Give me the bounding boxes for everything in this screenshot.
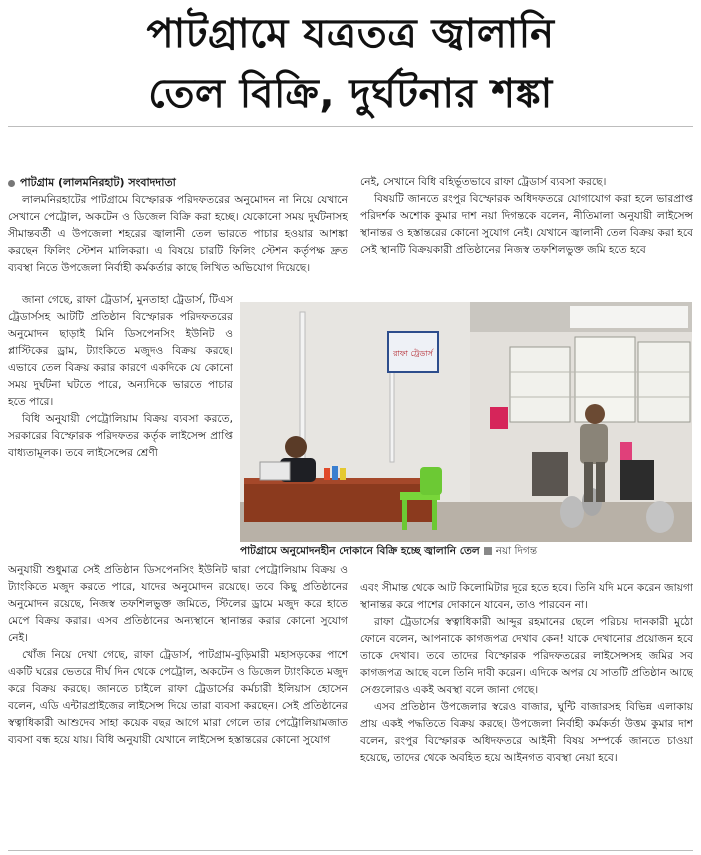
paragraph-2: জানা গেছে, রাফা ট্রেডার্স, মুনতাহা ট্রেডার্স, টিএস ট্রেডার্সসহ আটটি প্রতিষ্ঠান বিস্ফোরক পরিদফতরের অনুমোদন ছাড়াই মিনি ডিসপেনসিং ইউনিট ও প্লাস্টিকের ড্রাম, ট্যাংকিতে মজুদও বিক্রয় করছে। এভাবে তেল বিক্রয় করার কারণে একদিকে যে কোনো সময় দুর্ঘটনা ঘটতে পারে, অন্যদিকে ভারতে পাচার হতে পারে।	[8, 294, 233, 408]
paragraph-8: রাফা ট্রেডার্সের স্বত্বাধিকারী আব্দুর রহমানের ছেলে পরিচয় দানকারী মুঠো ফোনে বলেন, আপনাকে কাগজপত্র দেখাব কেন! যাকে দেখানোর প্রয়োজন হবে তাকে দেখাব। তবে তাদের বিস্ফোরক পরিদফতরের লাইসেন্সসহ জমির সব কাগজপত্র আছে বলে তিনি দাবী করেন। এদিকে অপর যে সাতটি প্রতিষ্ঠান আছে সেগুলোরও একই অবস্থা বলে জানা গেছে।	[360, 616, 693, 696]
paragraph-9: এসব প্রতিষ্ঠান উপজেলার স্বরেও বাজার, ঘুন্টি বাজারসহ বিভিন্ন এলাকায় প্রায় একই পদ্ধতিতে বিক্রয় করছে। উপজেলা নির্বাহী কর্মকর্তা উত্তম কুমার দাশ বলেন, রংপুর বিস্ফোরক অধিদফতরে আইনী বিষয় সম্পর্কে জানতে চাওয়া হয়েছে, তাদের থেকে অবহিত হয়ে আইনগত ব্যবস্থা নেয়া হবে।	[360, 701, 693, 764]
shop-interior-illustration	[240, 302, 692, 542]
headline-line-2: তেল বিক্রি, দুর্ঘটনার শঙ্কা	[148, 71, 553, 117]
article-column-left-bottom	[8, 562, 348, 848]
bullet-icon	[8, 180, 15, 187]
article-column-right-bottom	[360, 580, 693, 848]
caption-text: পাটগ্রামে অনুমোদনহীন দোকানে বিক্রি হচ্ছে জ্বালানি তেল	[240, 545, 480, 557]
paragraph-3a: বিধি অনুযায়ী পেট্রোলিয়াম বিক্রয় ব্যবসা করতে, সরকারের বিস্ফোরক পরিদফতর কর্তৃক লাইসেন্স প্রাপ্তি বাধ্যতামূলক। তবে লাইসেন্সের শ্রেণী	[8, 413, 233, 459]
headline-line-1: পাটগ্রামে যত্রতত্র জ্বালানি	[146, 11, 555, 57]
article-column-right-top	[360, 174, 693, 296]
bottom-divider	[8, 850, 693, 851]
paragraph-4: খোঁজ নিয়ে দেখা গেছে, রাফা ট্রেডার্স, পাটগ্রাম-বুড়িমারী মহাসড়কের পাশে একটি ঘরের ভেতরে দীর্ঘ দিন থেকে পেট্রোল, অকটেন ও ডিজেল ট্যাংকিতে মজুদ করে বিক্রয় করছে। জানতে চাইলে রাফা ট্রেডার্সের কর্মচারী ইলিয়াস হোসেন বলেন, এডি এন্টারপ্রাইজের লাইসেন্স দিয়ে তারা ব্যবসা করছেন। সেই প্রতিষ্ঠানের স্বত্বাধিকারী আশুদেব সাহা কয়েক বছর আগে মারা গেলে তার পেট্রোলিয়ামজাত ব্যবসা বন্ধ হয়ে যায়। বিধি অনুযায়ী যেখানে লাইসেন্স হস্তান্তরের কোনো সুযোগ	[8, 649, 348, 746]
paragraph-6: বিষয়টি জানতে রংপুর বিস্ফোরক অধিদফতরে যোগাযোগ করা হলে ভারপ্রাপ্ত পরিদর্শক অশোক কুমার দাশ নয়া দিগন্তকে বলেন, নীতিমালা অনুযায়ী লাইসেন্স স্থানান্তর ও হস্তান্তরের কোনো সুযোগ নেই। যেখানে জ্বালানী তেল বিক্রয় করা হবে সেই স্থানটি বিক্রয়কারী প্রতিষ্ঠানের নিজস্ব তফশিলভুক্ত জমি হতে হবে	[360, 193, 693, 256]
paragraph-3b: অনুযায়ী শুধুমাত্র সেই প্রতিষ্ঠান ডিসপেনসিং ইউনিট দ্বারা পেট্রোলিয়াম বিক্রয় ও ট্যাংকিতে মজুদ করতে পারে, যাদের অনুমোদন রয়েছে। তবে কিছু প্রতিষ্ঠানের অনুমোদন রয়েছে, নিজস্ব তফশিলভুক্ত জমিতে, স্টিলের ড্রামে মজুদ করে হাতে মেপে বিক্রয় করার। এসব প্রতিষ্ঠানের অন্যস্থানে স্থানান্তর করার কোনো সুযোগ নেই।	[8, 564, 348, 644]
article-column-left-top	[8, 174, 348, 299]
photo-caption	[240, 544, 692, 559]
headline	[8, 4, 693, 124]
paragraph-5: নেই, সেখানে বিধি বহির্ভূতভাবে রাফা ট্রেডার্স ব্যবসা করছে।	[360, 176, 607, 188]
news-photo	[240, 302, 692, 542]
caption-credit: নয়া দিগন্ত	[495, 545, 538, 557]
byline-row	[8, 174, 348, 192]
square-separator-icon	[484, 547, 492, 555]
paragraph-7: এবং সীমান্ত থেকে আট কিলোমিটার দূরে হতে হবে। তিনি যদি মনে করেন জায়গা স্থানান্তর করে পাশের দোকানে যাবেন, তাও পারবেন না।	[360, 582, 693, 611]
headline-divider	[8, 126, 693, 127]
byline: পাটগ্রাম (লালমনিরহাট) সংবাদদাতা	[20, 176, 176, 189]
paragraph-1: লালমনিরহাটের পাটগ্রামে বিস্ফোরক পরিদফতরের অনুমোদন না নিয়ে যেখানে সেখানে পেট্রোল, অকটেন ও ডিজেল বিক্রি করা হচ্ছে। যেকোনো সময় দুর্ঘটনাসহ সীমান্তবর্তী এ উপজেলা শহরের জ্বালানী তেল ভারতে পাচার হওয়ার আশঙ্কা করছেন ফিলিং স্টেশন মালিকরা। এ বিষয়ে চারটি ফিলিং স্টেশন কর্তৃপক্ষ দ্রুত ব্যবস্থা নিতে উপজেলা নির্বাহী কর্মকর্তার কাছে লিখিত অভিযোগ দিয়েছে।	[8, 194, 348, 274]
article-column-left-narrow	[8, 292, 233, 562]
shop-banner-text: রাফা ট্রেডার্স	[393, 349, 433, 358]
